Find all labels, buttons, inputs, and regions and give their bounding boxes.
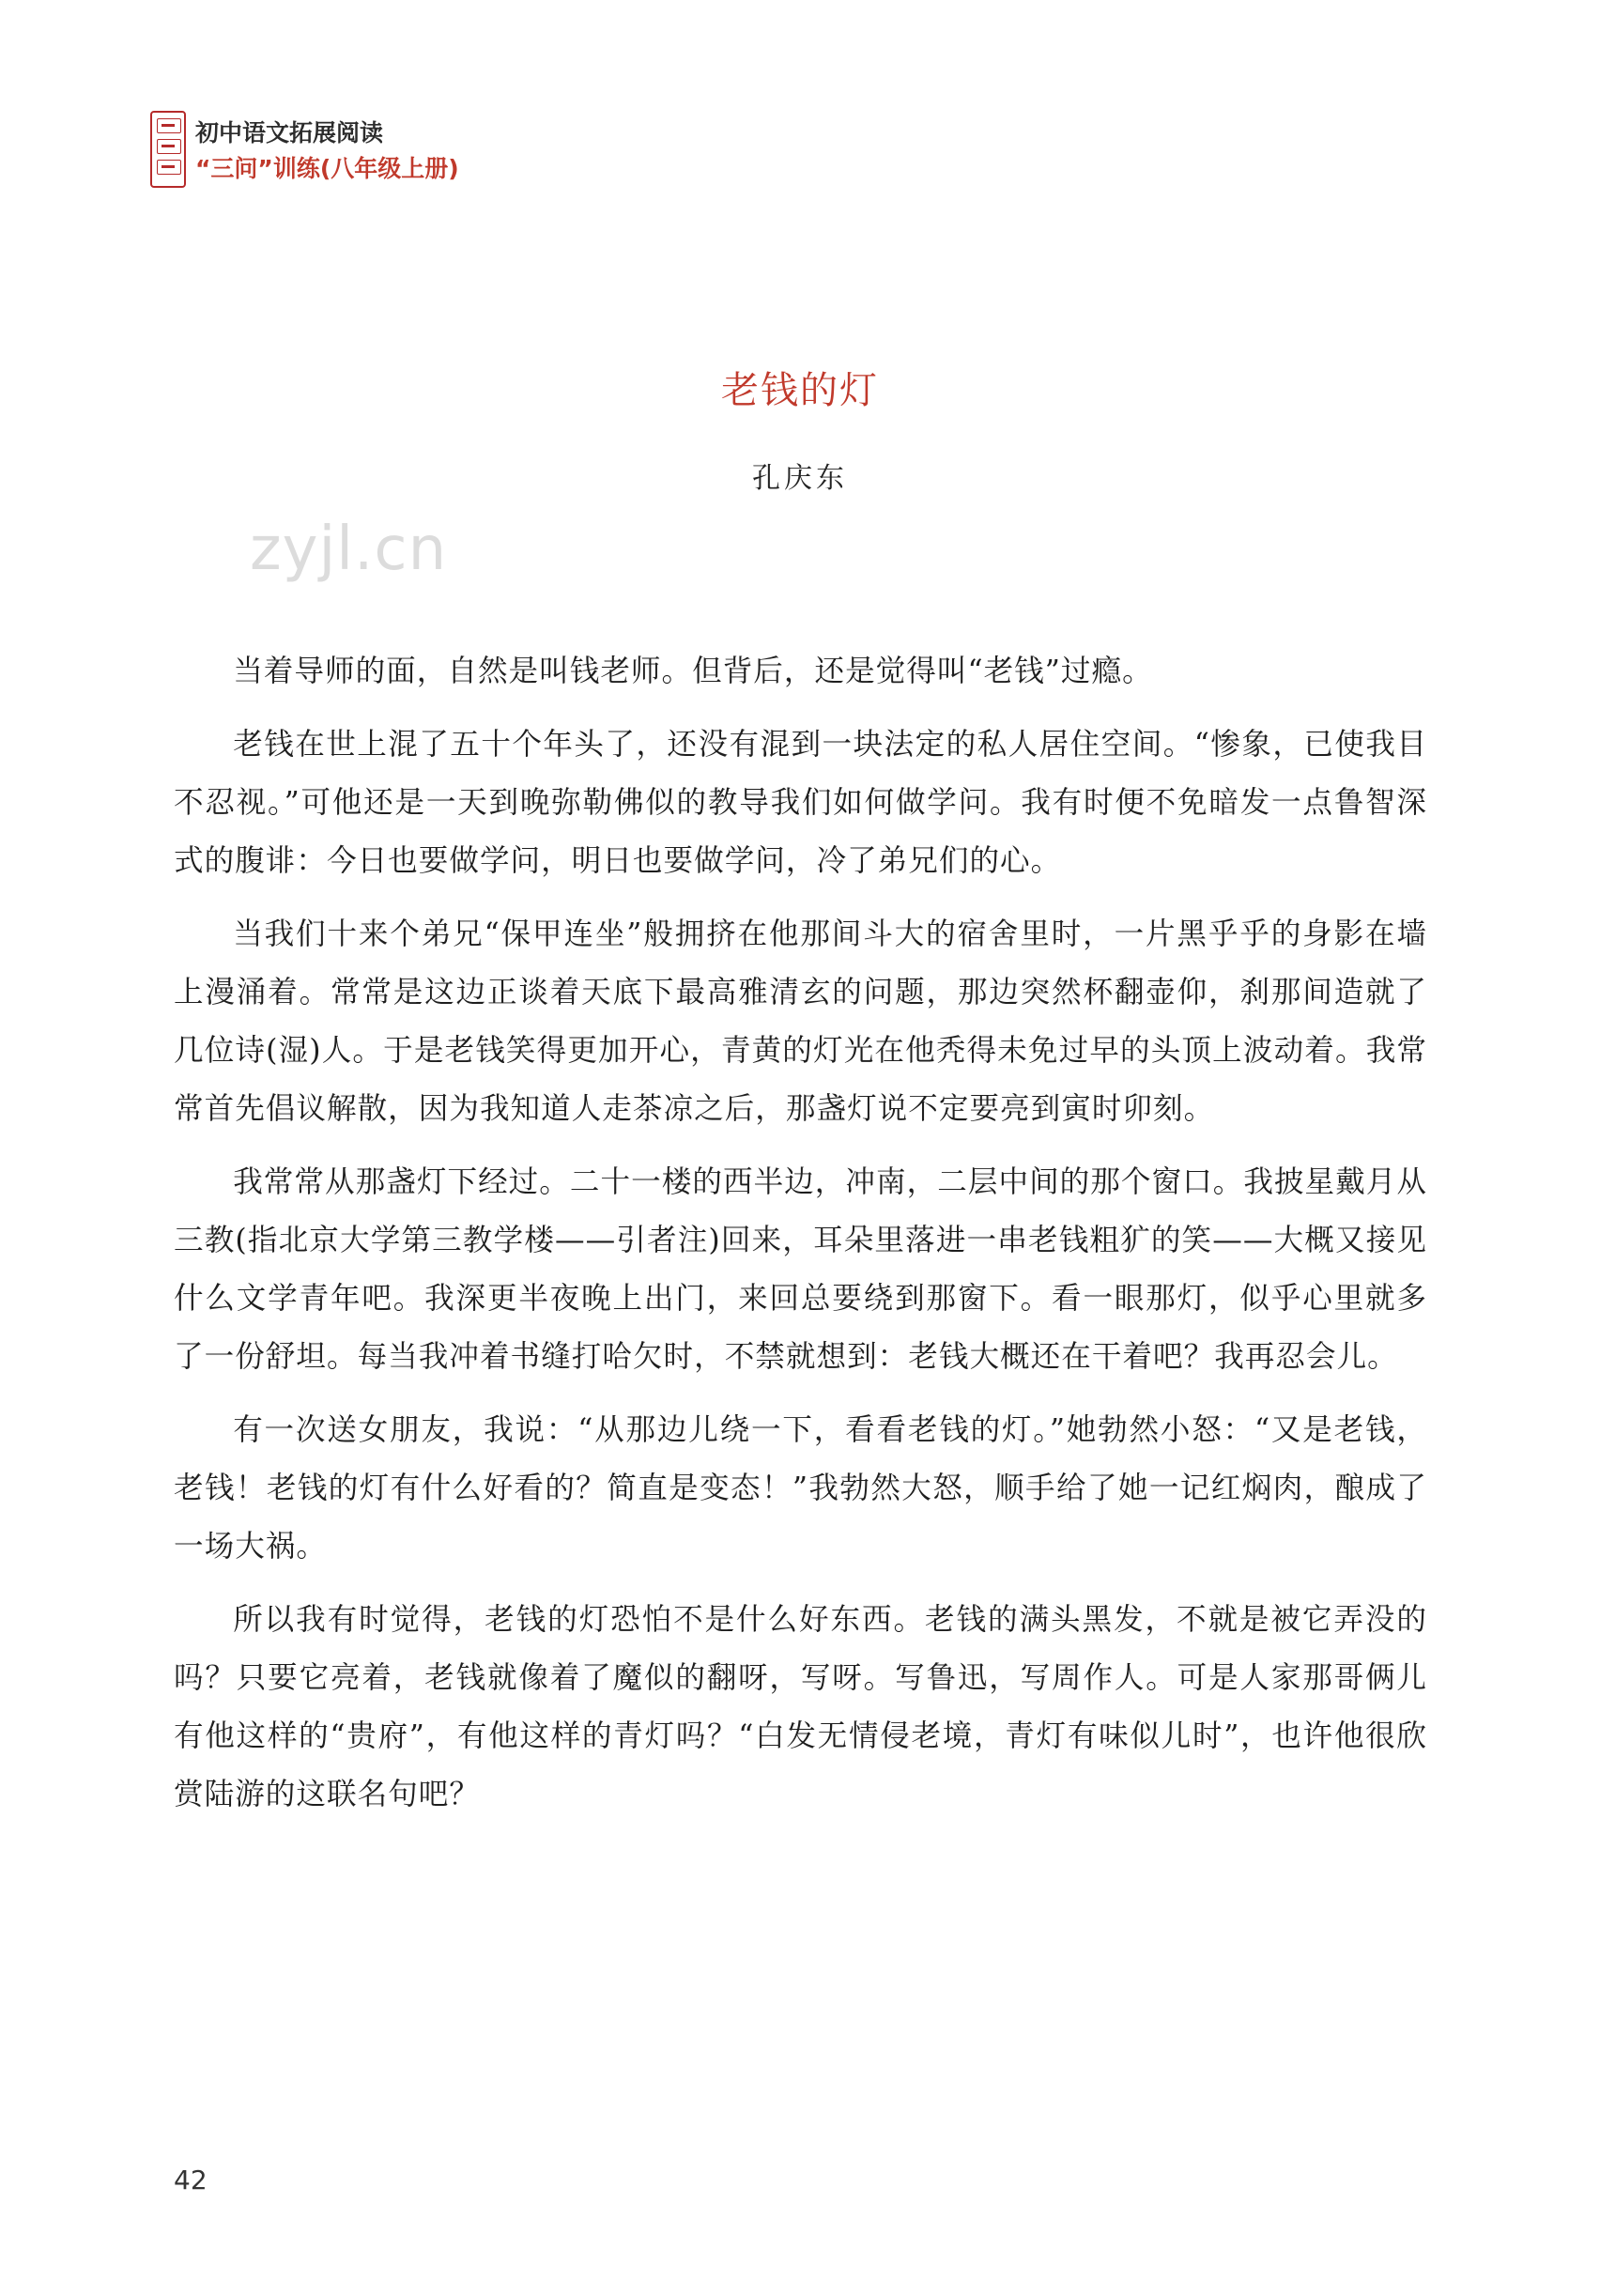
article-body [174, 642, 1427, 1839]
paragraph: 我常常从那盏灯下经过。二十一楼的西半边，冲南，二层中间的那个窗口。我披星戴月从三教(指北京大学第三教学楼——引者注)回来，耳朵里落进一串老钱粗犷的笑——大概又接见什么文学青年吧。我深更半夜晚上出门，来回总要绕到那窗下。看一眼那灯，似乎心里就多了一份舒坦。每当我冲着书缝打哈欠时，不禁就想到：老钱大概还在干着吧？我再忍会儿。 [174, 1165, 1427, 1374]
seal-logo-icon [150, 111, 186, 188]
article-title: 老钱的灯 [721, 369, 879, 412]
paragraph: 所以我有时觉得，老钱的灯恐怕不是什么好东西。老钱的满头黑发，不就是被它弄没的吗？只要它亮着，老钱就像着了魔似的翻呀，写呀。写鲁迅，写周作人。可是人家那哥俩儿有他这样的“贵府”，有他这样的青灯吗？“白发无情侵老境，青灯有味似儿时”，也许他很欣赏陆游的这联名句吧？ [174, 1603, 1427, 1811]
paragraph: 有一次送女朋友，我说：“从那边儿绕一下，看看老钱的灯。”她勃然小怒：“又是老钱，老钱！老钱的灯有什么好看的？简直是变态！”我勃然大怒，顺手给了她一记红焖肉，酿成了一场大祸。 [174, 1413, 1427, 1564]
watermark: zyjl.cn [250, 515, 448, 584]
series-subtitle: “三问”训练(八年级上册) [195, 155, 459, 182]
paragraph: 当我们十来个弟兄“保甲连坐”般拥挤在他那间斗大的宿舍里时，一片黑乎乎的身影在墙上漫涌着。常常是这边正谈着天底下最高雅清玄的问题，那边突然杯翻壶仰，刹那间造就了几位诗(湿)人。于是老钱笑得更加开心，青黄的灯光在他秃得未免过早的头顶上波动着。我常常首先倡议解散，因为我知道人走茶凉之后，那盏灯说不定要亮到寅时卯刻。 [174, 917, 1427, 1126]
page-number: 42 [174, 2165, 208, 2196]
paragraph: 当着导师的面，自然是叫钱老师。但背后，还是觉得叫“老钱”过瘾。 [233, 655, 1153, 688]
series-title: 初中语文拓展阅读 [195, 119, 384, 146]
article-author: 孔庆东 [752, 462, 848, 495]
paragraph: 老钱在世上混了五十个年头了，还没有混到一块法定的私人居住空间。“惨象，已使我目不忍视。”可他还是一天到晚弥勒佛似的教导我们如何做学问。我有时便不免暗发一点鲁智深式的腹诽：今日也要做学问，明日也要做学问，冷了弟兄们的心。 [174, 728, 1427, 878]
